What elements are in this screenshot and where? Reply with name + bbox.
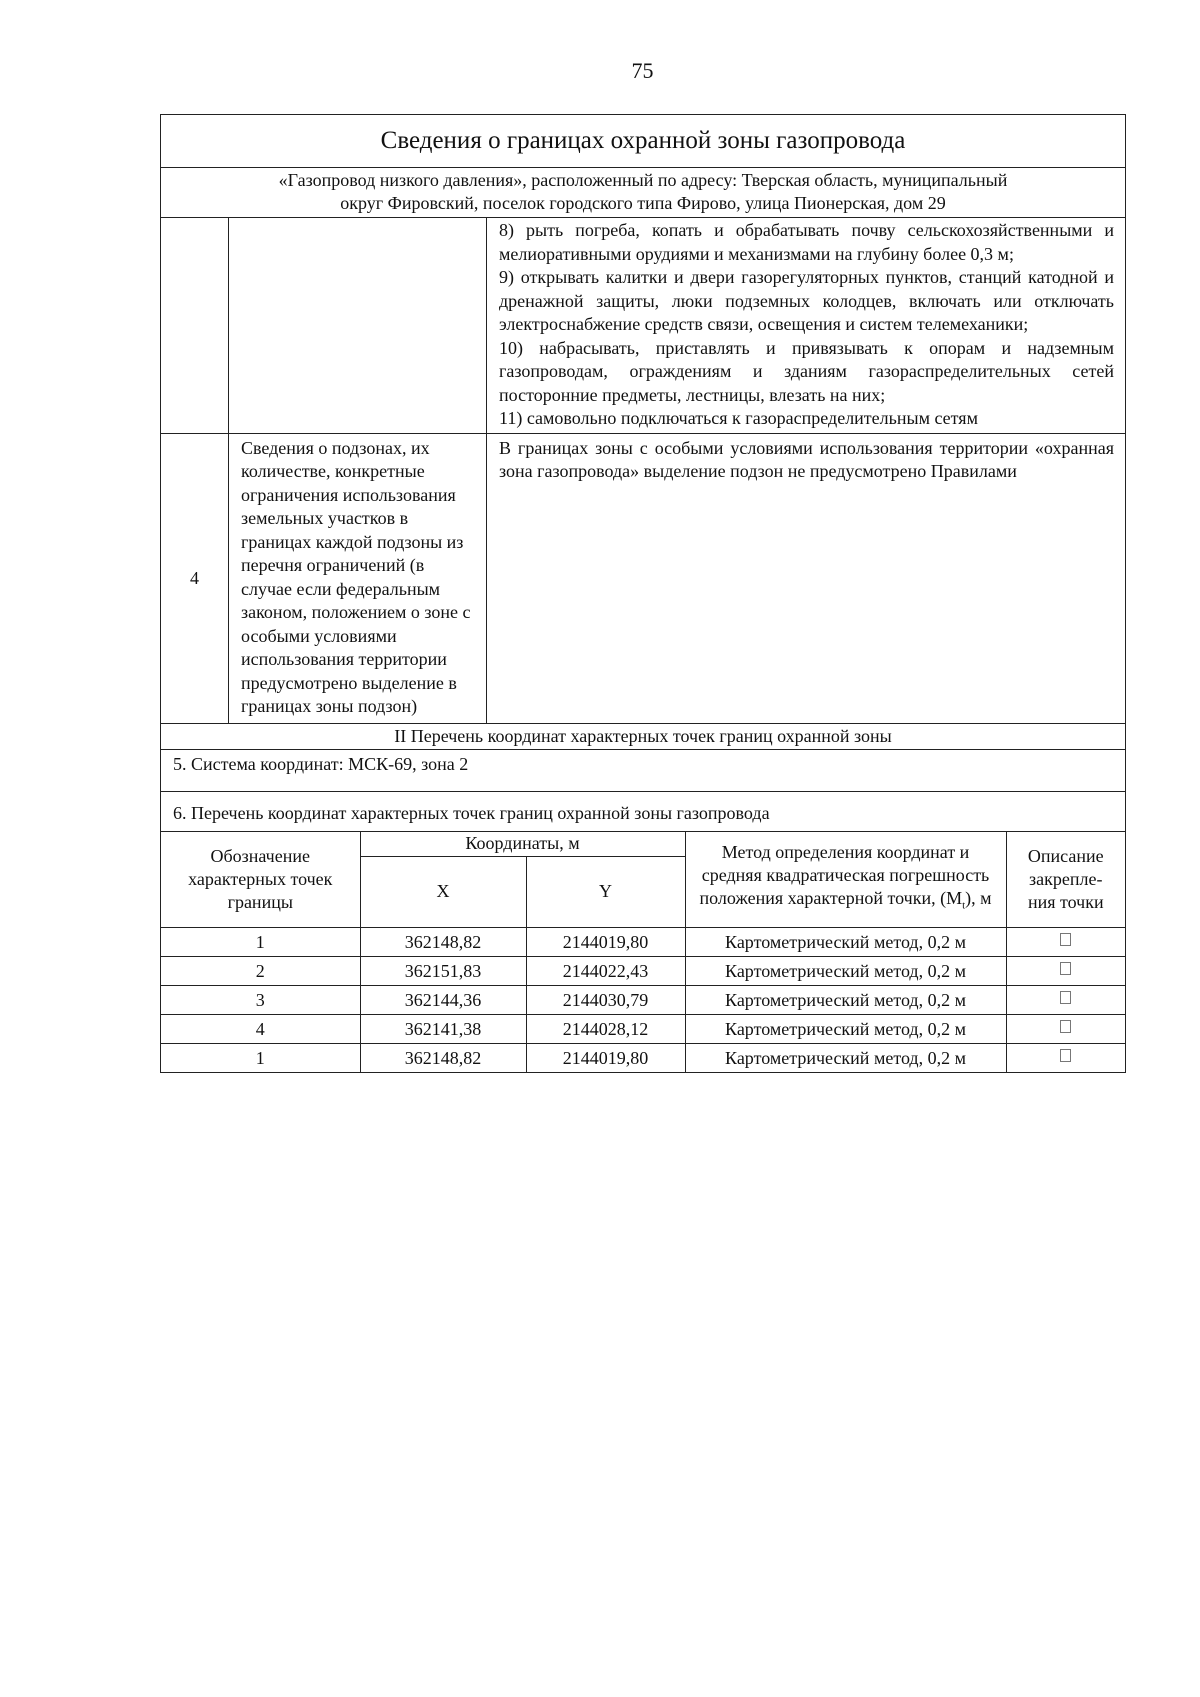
coordinate-list-title: 6. Перечень координат характерных точек границ охранной зоны газопровода	[161, 792, 1125, 832]
table-row	[161, 1043, 1125, 1072]
restriction-item: 11) самовольно подключаться к газораспределительным сетям	[499, 408, 978, 428]
header-method-text: Метод определения координат и средняя квадратическая погрешность положения характерной точки, (M	[699, 841, 990, 908]
table-row	[161, 985, 1125, 1014]
point-fixing	[1006, 956, 1125, 985]
point-y: 2144019,80	[526, 927, 685, 956]
page-number: 75	[631, 58, 654, 83]
point-y: 2144019,80	[526, 1043, 685, 1072]
object-subtitle	[161, 168, 1125, 218]
point-method: Картометрический метод, 0,2 м	[685, 1043, 1006, 1072]
restrictions-list	[487, 218, 1125, 433]
point-x: 362148,82	[360, 1043, 526, 1072]
subzones-value: В границах зоны с особыми условиями использования территории «охранная зона газопровода» выделение подзон не предусмотрено Правилами	[499, 437, 1114, 481]
point-fixing	[1006, 1014, 1125, 1043]
header-y: Y	[526, 856, 685, 927]
header-fixing-description: Описание закрепле-ния точки	[1006, 832, 1125, 928]
header-method-unit: ), м	[965, 887, 992, 908]
subzones-label: Сведения о подзонах, их количестве, конкретные ограничения использования земельных участков в границах каждой подзоны из перечня ограничений (в случае если федеральным законом, положением о зоне с особыми условиями использования территории предусмотрено выделение в границах зоны подзон)	[229, 434, 487, 723]
point-y: 2144022,43	[526, 956, 685, 985]
point-y: 2144028,12	[526, 1014, 685, 1043]
restriction-item: 9) открывать калитки и двери газорегуляторных пунктов, станций катодной и дренажной защиты, люки подземных колодцев, включать или отключать электроснабжение средств связи, освещения и систем телемеханики;	[499, 267, 1114, 334]
header-x: X	[360, 856, 526, 927]
point-method: Картометрический метод, 0,2 м	[685, 927, 1006, 956]
subzones-row	[161, 434, 1125, 724]
empty-box-icon	[1060, 1049, 1071, 1062]
point-x: 362144,36	[360, 985, 526, 1014]
point-id: 1	[161, 927, 360, 956]
table-row	[161, 927, 1125, 956]
row-label-empty	[229, 218, 487, 433]
subtitle-line-1: «Газопровод низкого давления», расположенный по адресу: Тверская область, муниципальный	[278, 170, 1008, 190]
header-method	[685, 832, 1006, 928]
point-x: 362151,83	[360, 956, 526, 985]
point-id: 1	[161, 1043, 360, 1072]
empty-box-icon	[1060, 991, 1071, 1004]
header-point-designation: Обозначение характерных точек границы	[161, 832, 360, 928]
point-id: 2	[161, 956, 360, 985]
header-method-subscript: t	[962, 899, 966, 912]
point-method: Картометрический метод, 0,2 м	[685, 956, 1006, 985]
point-id: 3	[161, 985, 360, 1014]
restriction-item: 8) рыть погреба, копать и обрабатывать почву сельскохозяйственными и мелиоративными орудиями и механизмами на глубину более 0,3 м;	[499, 220, 1114, 264]
point-id: 4	[161, 1014, 360, 1043]
point-method: Картометрический метод, 0,2 м	[685, 1014, 1006, 1043]
empty-box-icon	[1060, 1020, 1071, 1033]
page-title: Сведения о границах охранной зоны газопровода	[161, 115, 1125, 168]
point-fixing	[1006, 1043, 1125, 1072]
table-row	[161, 956, 1125, 985]
row-number: 4	[161, 434, 229, 723]
empty-box-icon	[1060, 962, 1071, 975]
point-method: Картометрический метод, 0,2 м	[685, 985, 1006, 1014]
document-table	[160, 114, 1126, 1073]
point-x: 362141,38	[360, 1014, 526, 1043]
restrictions-continued-row	[161, 218, 1125, 434]
point-fixing	[1006, 927, 1125, 956]
point-fixing	[1006, 985, 1125, 1014]
point-y: 2144030,79	[526, 985, 685, 1014]
section-2-title: II Перечень координат характерных точек границ охранной зоны	[161, 724, 1125, 750]
row-number-empty	[161, 218, 229, 433]
table-row	[161, 1014, 1125, 1043]
subtitle-line-2: округ Фировский, поселок городского типа Фирово, улица Пионерская, дом 29	[340, 193, 946, 213]
point-x: 362148,82	[360, 927, 526, 956]
empty-box-icon	[1060, 933, 1071, 946]
restriction-item: 10) набрасывать, приставлять и привязывать к опорам и надземным газопроводам, ограждениям и зданиям газораспределительных сетей посторонние предметы, лестницы, влезать на них;	[499, 337, 1114, 405]
header-coordinates: Координаты, м	[360, 832, 685, 857]
coordinate-system: 5. Система координат: МСК-69, зона 2	[161, 750, 1125, 792]
coordinates-table	[161, 832, 1125, 1072]
